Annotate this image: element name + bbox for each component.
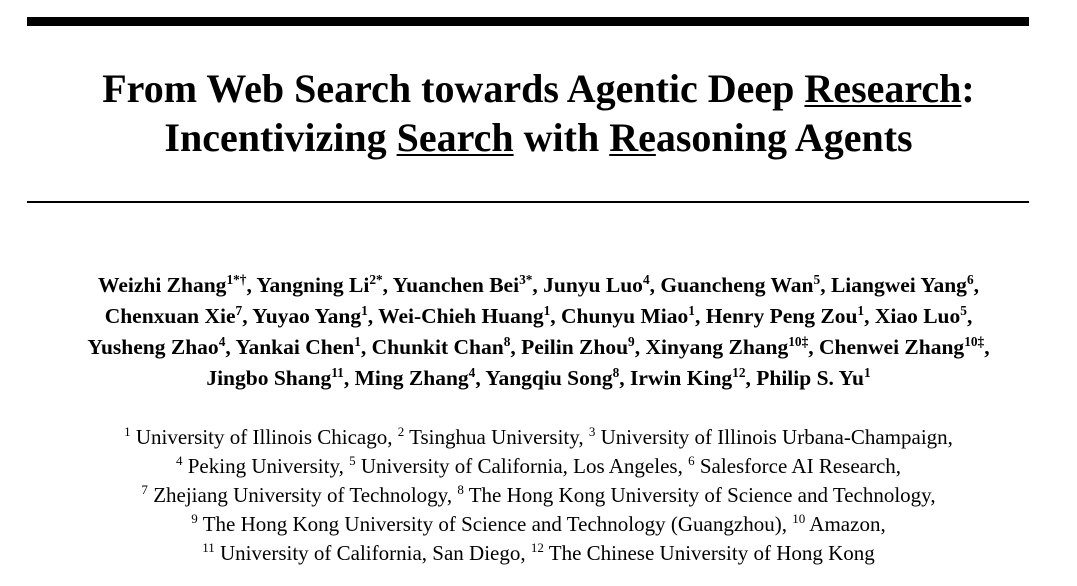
- author-name: Chenxuan Xie: [104, 304, 236, 328]
- affiliation-name: Amazon: [809, 512, 881, 536]
- author-separator: ,: [966, 304, 973, 328]
- author: [561, 304, 706, 328]
- author: [630, 366, 756, 390]
- affiliation-separator: ,: [947, 425, 953, 449]
- author-affiliation-mark: 1: [354, 333, 361, 349]
- author-affiliation-mark: 5: [813, 271, 821, 287]
- author-name: Yuyao Yang: [252, 304, 362, 328]
- author: [98, 273, 256, 297]
- affiliation-separator: ,: [880, 512, 886, 536]
- author: [875, 304, 972, 328]
- affiliation-separator: ,: [446, 483, 458, 507]
- author-affiliation-mark: 4: [468, 364, 476, 380]
- affiliation: [191, 512, 792, 536]
- author-name: Chenwei Zhang: [819, 335, 965, 359]
- author-separator: ,: [820, 273, 831, 297]
- author-name: Irwin King: [630, 366, 733, 390]
- affiliation-name: Zhejiang University of Technology: [153, 483, 447, 507]
- title-underlined-word: Search: [396, 115, 514, 160]
- affiliation-number: 8: [457, 481, 464, 497]
- author-name: Guancheng Wan: [660, 273, 814, 297]
- author-name: Xiao Luo: [874, 304, 961, 328]
- author-name: Peilin Zhou: [521, 335, 629, 359]
- affiliation-name: University of Illinois Chicago: [135, 425, 388, 449]
- author-affiliation-mark: 1: [688, 302, 695, 318]
- title-line-2: [0, 113, 1077, 162]
- affiliation-separator: ,: [930, 483, 936, 507]
- affiliation-number: 1: [124, 423, 131, 439]
- author-name: Junyu Luo: [543, 273, 643, 297]
- author: [521, 335, 645, 359]
- affiliation-separator: ,: [781, 512, 793, 536]
- affiliation-separator: ,: [387, 425, 398, 449]
- author-name: Ming Zhang: [354, 366, 469, 390]
- author-affiliation-mark: 1: [864, 364, 871, 380]
- author-name: Weizhi Zhang: [98, 273, 227, 297]
- affiliation: [141, 483, 457, 507]
- title-underlined-word: Re: [609, 115, 656, 160]
- author-name: Jingbo Shang: [206, 366, 332, 390]
- title-text: :: [961, 66, 975, 111]
- title-line-1: [0, 64, 1077, 113]
- author-separator: ,: [808, 335, 820, 359]
- author: [235, 335, 371, 359]
- author-separator: ,: [510, 335, 522, 359]
- title-text: with: [513, 115, 610, 160]
- author-affiliation-mark: 6: [966, 271, 974, 287]
- author-affiliation-mark: 1: [543, 302, 551, 318]
- affiliation-number: 4: [175, 452, 183, 468]
- affiliation: [124, 425, 398, 449]
- author-affiliation-mark: 4: [218, 333, 226, 349]
- author: [393, 273, 544, 297]
- author-separator: ,: [367, 304, 379, 328]
- affiliation-number: 5: [349, 452, 356, 468]
- affiliation-name: Salesforce AI Research: [699, 454, 896, 478]
- affiliation-name: Peking University: [187, 454, 339, 478]
- author-name: Xinyang Zhang: [645, 335, 789, 359]
- author: [660, 273, 831, 297]
- author-name: Chunkit Chan: [371, 335, 504, 359]
- author-affiliation-mark: 11: [331, 364, 344, 380]
- author: [756, 366, 870, 390]
- author-separator: ,: [343, 366, 355, 390]
- affiliation-name: The Hong Kong University of Science and Technology: [468, 483, 931, 507]
- affiliation-number: 2: [397, 423, 405, 439]
- author-separator: ,: [532, 273, 544, 297]
- title-bottom-rule: [27, 201, 1029, 203]
- affiliation: [176, 454, 349, 478]
- affiliation-name: The Chinese University of Hong Kong: [548, 541, 875, 565]
- author-affiliation-mark: 1*†: [226, 271, 247, 287]
- affiliation-name: University of Illinois Urbana-Champaign: [600, 425, 948, 449]
- author-separator: ,: [360, 335, 372, 359]
- author-line: [0, 363, 1077, 394]
- author-separator: ,: [246, 273, 257, 297]
- author: [105, 304, 252, 328]
- author-separator: ,: [475, 366, 486, 390]
- author: [372, 335, 521, 359]
- author: [256, 273, 392, 297]
- affiliation: [202, 541, 531, 565]
- author-name: Henry Peng Zou: [705, 304, 858, 328]
- author-separator: ,: [864, 304, 875, 328]
- author-affiliation-mark: 9: [628, 333, 635, 349]
- author-affiliation-mark: 10‡: [788, 333, 809, 349]
- affiliation-number: 6: [688, 452, 695, 468]
- author-affiliation-mark: 12: [732, 364, 746, 380]
- author-separator: ,: [634, 335, 646, 359]
- author-name: Yangqiu Song: [485, 366, 613, 390]
- affiliation-separator: ,: [338, 454, 350, 478]
- author: [87, 335, 235, 359]
- affiliation: [589, 425, 953, 449]
- author-separator: ,: [973, 273, 979, 297]
- affiliation-separator: ,: [895, 454, 902, 478]
- affiliation-number: 12: [530, 539, 544, 555]
- author-affiliation-mark: 1: [361, 302, 368, 318]
- title-text: Incentivizing: [164, 115, 397, 160]
- title-top-rule: [27, 17, 1029, 26]
- paper-title: [0, 64, 1077, 162]
- affiliation-name: The Hong Kong University of Science and Technology (Guangzhou): [202, 512, 782, 536]
- author: [543, 273, 660, 297]
- author-affiliation-mark: 4: [642, 271, 650, 287]
- author-separator: ,: [745, 366, 757, 390]
- affiliation: [398, 425, 589, 449]
- author-name: Liangwei Yang: [830, 273, 967, 297]
- author-affiliation-mark: 5: [960, 302, 967, 318]
- affiliation: [531, 541, 875, 565]
- author-line: [0, 301, 1077, 332]
- affiliation-number: 11: [202, 539, 215, 555]
- affiliation-line: [0, 481, 1077, 510]
- affiliation-name: University of California, Los Angeles: [360, 454, 678, 478]
- author: [831, 273, 979, 297]
- title-text: asoning Agents: [655, 115, 913, 160]
- author-separator: ,: [550, 304, 562, 328]
- author: [355, 366, 486, 390]
- affiliation-line: [0, 423, 1077, 452]
- affiliation-name: University of California, San Diego: [220, 541, 521, 565]
- affiliation-name: Tsinghua University: [409, 425, 579, 449]
- affiliation: [792, 512, 886, 536]
- author-line: [0, 332, 1077, 363]
- author-affiliation-mark: 1: [857, 302, 865, 318]
- author-affiliation-mark: 3*: [519, 271, 533, 287]
- author-list: [0, 270, 1077, 394]
- affiliation: [688, 454, 901, 478]
- affiliation: [349, 454, 688, 478]
- author-name: Yankai Chen: [235, 335, 355, 359]
- affiliation: [457, 483, 935, 507]
- affiliation-number: 9: [191, 510, 198, 526]
- author-affiliation-mark: 2*: [369, 271, 383, 287]
- affiliation-separator: ,: [677, 454, 689, 478]
- author-separator: ,: [382, 273, 393, 297]
- author-name: Philip S. Yu: [756, 366, 864, 390]
- author-separator: ,: [984, 335, 990, 359]
- author-separator: ,: [242, 304, 253, 328]
- author: [252, 304, 378, 328]
- author-separator: ,: [619, 366, 630, 390]
- affiliation-number: 7: [141, 481, 148, 497]
- affiliation-line: [0, 539, 1077, 568]
- author-separator: ,: [225, 335, 236, 359]
- author-separator: ,: [694, 304, 706, 328]
- affiliation-separator: ,: [578, 425, 589, 449]
- author-name: Wei-Chieh Huang: [378, 304, 544, 328]
- affiliation-number: 3: [588, 423, 596, 439]
- author-affiliation-mark: 8: [503, 333, 511, 349]
- author-affiliation-mark: 7: [235, 302, 243, 318]
- affiliation-list: [0, 423, 1077, 568]
- author-line: [0, 270, 1077, 301]
- author-name: Yusheng Zhao: [87, 335, 219, 359]
- author-affiliation-mark: 8: [612, 364, 620, 380]
- author: [706, 304, 875, 328]
- author: [206, 366, 354, 390]
- author-name: Yangning Li: [256, 273, 370, 297]
- author-affiliation-mark: 10‡: [964, 333, 985, 349]
- title-underlined-word: Research: [804, 66, 962, 111]
- affiliation-number: 10: [792, 510, 806, 526]
- author: [645, 335, 819, 359]
- author: [819, 335, 990, 359]
- author-name: Yuanchen Bei: [392, 273, 520, 297]
- affiliation-line: [0, 452, 1077, 481]
- title-text: From Web Search towards Agentic Deep: [102, 66, 805, 111]
- author-separator: ,: [649, 273, 661, 297]
- author: [485, 366, 630, 390]
- affiliation-separator: ,: [520, 541, 531, 565]
- author: [378, 304, 561, 328]
- author-name: Chunyu Miao: [561, 304, 689, 328]
- affiliation-line: [0, 510, 1077, 539]
